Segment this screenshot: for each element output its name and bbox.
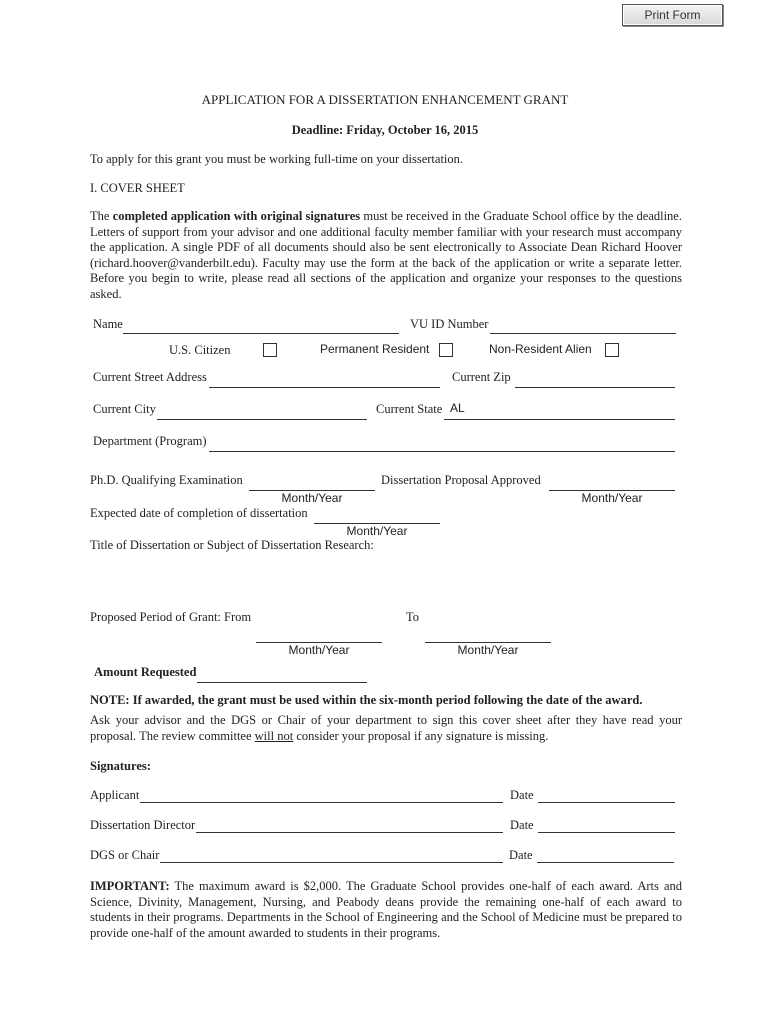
permanent-resident-label: Permanent Resident — [320, 342, 430, 356]
name-field[interactable] — [123, 333, 399, 334]
vu-id-label: VU ID Number — [410, 317, 489, 331]
signatures-heading: Signatures: — [90, 759, 151, 773]
dgs-label: DGS or Chair — [90, 848, 160, 862]
proposal-approved-month-year: Month/Year — [581, 491, 643, 505]
street-address-field[interactable] — [209, 387, 440, 388]
intro-text: To apply for this grant you must be working full-time on your dissertation. — [90, 152, 464, 166]
city-label: Current City — [93, 402, 156, 416]
ask-paragraph — [90, 713, 682, 744]
director-date-field[interactable] — [538, 832, 675, 833]
amount-requested-label: Amount Requested — [94, 665, 197, 679]
important-paragraph — [90, 879, 682, 941]
instructions-lead: The — [90, 209, 113, 223]
state-field-value[interactable]: AL — [450, 401, 465, 415]
us-citizen-checkbox[interactable] — [263, 343, 277, 357]
expected-completion-month-year: Month/Year — [346, 524, 408, 538]
director-date-label: Date — [510, 818, 534, 832]
state-label: Current State — [376, 402, 443, 416]
city-field[interactable] — [157, 419, 367, 420]
dgs-date-label: Date — [509, 848, 533, 862]
period-from-label: Proposed Period of Grant: From — [90, 610, 252, 624]
applicant-date-field[interactable] — [538, 802, 675, 803]
deadline: Deadline: Friday, October 16, 2015 — [291, 123, 479, 137]
dgs-date-field[interactable] — [537, 862, 674, 863]
applicant-label: Applicant — [90, 788, 140, 802]
phd-exam-label: Ph.D. Qualifying Examination — [90, 473, 243, 487]
dissertation-title-label: Title of Dissertation or Subject of Dissertation Research: — [90, 538, 374, 552]
proposal-approved-label: Dissertation Proposal Approved — [381, 473, 541, 487]
phd-exam-month-year: Month/Year — [281, 491, 343, 505]
street-address-label: Current Street Address — [93, 370, 207, 384]
vu-id-field[interactable] — [490, 333, 676, 334]
expected-completion-label: Expected date of completion of dissertation — [90, 506, 308, 520]
dissertation-title-field[interactable] — [90, 556, 680, 606]
dgs-signature-field[interactable] — [160, 862, 503, 863]
period-from-month-year: Month/Year — [288, 643, 350, 657]
instructions-rest: must be received in the Graduate School office by the deadline. Letters of support from your advisor and one additional faculty member familiar with your research must accompany the application. A single PDF of all documents should also be sent electronically to Associate Dean Richard Hoover (richard.hoover@vanderbilt.edu). Faculty may use the form at the back of the application or write a separate letter. Before you begin to write, please read all sections of the application and organize your responses to the questions asked. — [90, 209, 682, 301]
name-label: Name — [93, 317, 123, 331]
director-label: Dissertation Director — [90, 818, 196, 832]
ask-after: consider your proposal if any signature is missing. — [293, 728, 549, 743]
instructions-bold: completed application with original signatures — [112, 209, 361, 223]
ask-underlined: will not — [254, 728, 294, 743]
state-field[interactable] — [444, 419, 675, 420]
non-resident-alien-label: Non-Resident Alien — [489, 342, 592, 356]
section-heading: I. COVER SHEET — [90, 181, 185, 195]
ask-before: Ask your advisor and the DGS or Chair of your department to sign this cover sheet after they have read your proposal. The review committee — [90, 713, 682, 743]
zip-label: Current Zip — [452, 370, 511, 384]
instructions-paragraph — [90, 209, 682, 303]
zip-field[interactable] — [515, 387, 675, 388]
applicant-signature-field[interactable] — [140, 802, 503, 803]
period-to-month-year: Month/Year — [457, 643, 519, 657]
department-field[interactable] — [209, 451, 675, 452]
us-citizen-label: U.S. Citizen — [169, 343, 231, 357]
permanent-resident-checkbox[interactable] — [439, 343, 453, 357]
amount-requested-field[interactable] — [197, 682, 367, 683]
non-resident-alien-checkbox[interactable] — [605, 343, 619, 357]
applicant-date-label: Date — [510, 788, 534, 802]
important-text: The maximum award is $2,000. The Graduate School provides one-half of each award. Arts and Science, Divinity, Management, Nursing, and Peabody deans provide the remaining one-half of each award to students in their programs. Departments in the School of Engineering and the School of Medicine must be prepared to provide one-half of the amount awarded to students in their programs. — [90, 879, 682, 940]
important-label: IMPORTANT: — [90, 879, 170, 893]
period-to-label: To — [406, 610, 420, 624]
department-label: Department (Program) — [93, 434, 207, 448]
form-title: APPLICATION FOR A DISSERTATION ENHANCEMENT GRANT — [201, 92, 569, 107]
print-form-button[interactable]: Print Form — [622, 4, 723, 26]
director-signature-field[interactable] — [196, 832, 503, 833]
note: NOTE: If awarded, the grant must be used within the six-month period following the date of the award. — [90, 693, 643, 707]
